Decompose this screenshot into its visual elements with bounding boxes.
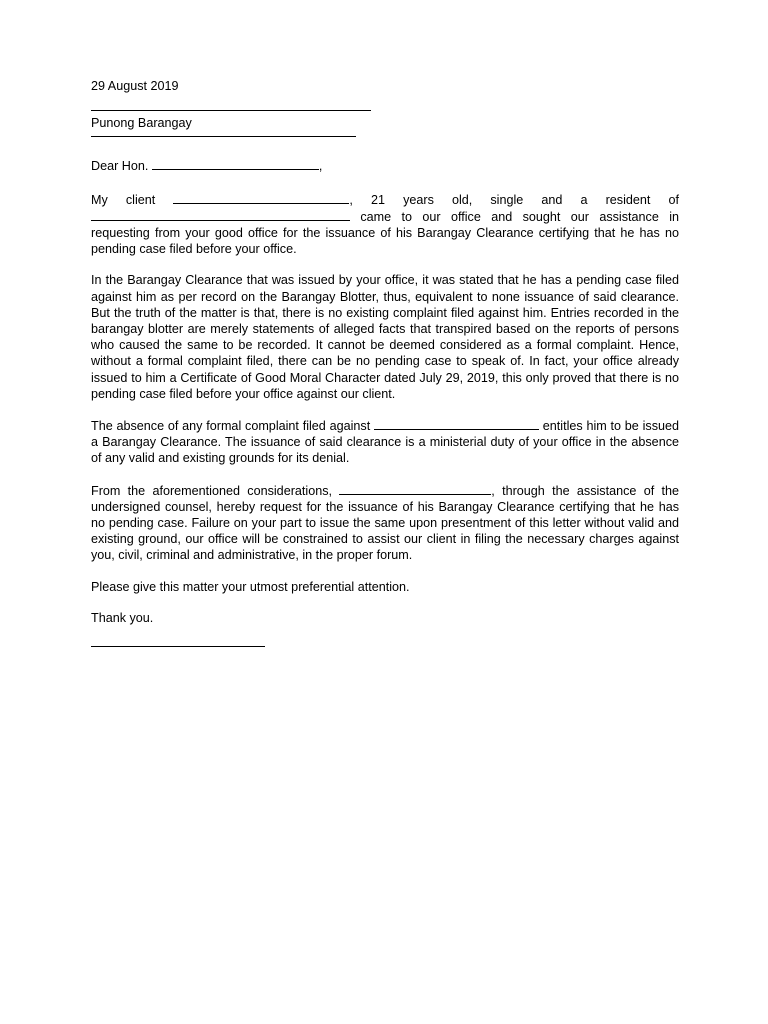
paragraph-5: Please give this matter your utmost preferential attention.	[91, 579, 410, 594]
salutation-suffix: ,	[318, 159, 323, 174]
paragraph-1-part-b: , 21 years old, single and a resident of	[349, 192, 680, 207]
client-address-blank	[91, 208, 350, 221]
paragraph-3-part-a: The absence of any formal complaint filed against	[91, 419, 374, 434]
complainant-name-blank	[374, 417, 539, 430]
client-name-blank-2	[339, 482, 491, 495]
paragraph-1-part-c: came to our office and sought our assistance in requesting from your good office for the issuance of his Barangay Clearance certifying that he has no pending case filed before your office.	[91, 209, 679, 257]
salutation-prefix: Dear Hon.	[91, 159, 152, 174]
paragraph-1-part-a: My client	[91, 192, 174, 207]
paragraph-4-part-b: , through the assistance of the undersigned counsel, hereby request for the issuance of his Barangay Clearance certifying that he has no pending case. Failure on your part to issue the same upon presentment of this letter without valid and existing ground, our office will be constrained to assist our client in filing the necessary charges against you, civil, criminal and administrative, in the proper forum.	[91, 483, 679, 563]
paragraph-1	[91, 191, 679, 258]
recipient-name-blank	[91, 110, 371, 111]
letter-document	[91, 78, 679, 647]
client-name-blank	[173, 191, 349, 204]
paragraph-4-part-a: From the aforementioned considerations,	[91, 483, 340, 498]
signature-line	[91, 646, 265, 647]
paragraph-4	[91, 482, 679, 564]
letter-date: 29 August 2019	[91, 79, 179, 93]
paragraph-3-part-b: entitles him to be issued a Barangay Clearance. The issuance of said clearance is a ministerial duty of your office in the absence of any valid and existing grounds for its denial.	[91, 419, 680, 466]
salutation	[91, 157, 679, 174]
recipient-title: Punong Barangay	[91, 116, 192, 131]
paragraph-2: In the Barangay Clearance that was issued by your office, it was stated that he has a pending case filed against him as per record on the Barangay Blotter, thus, equivalent to none issuance of said clearance. But the truth of the matter is that, there is no existing complaint filed against him. Entries recorded in the barangay blotter are merely statements of alleged facts that transpired based on the reports of persons who caused the same to be recorded. It cannot be deemed considered as a formal complaint. Hence, without a formal complaint filed, there can be no pending case to speak of. In fact, your office already issued to him a Certificate of Good Moral Character dated July 29, 2019, this only proved that there is no pending case filed before your office against our client.	[91, 273, 679, 401]
closing: Thank you.	[91, 610, 154, 625]
salutation-name-blank	[152, 157, 319, 170]
paragraph-3	[91, 417, 679, 467]
